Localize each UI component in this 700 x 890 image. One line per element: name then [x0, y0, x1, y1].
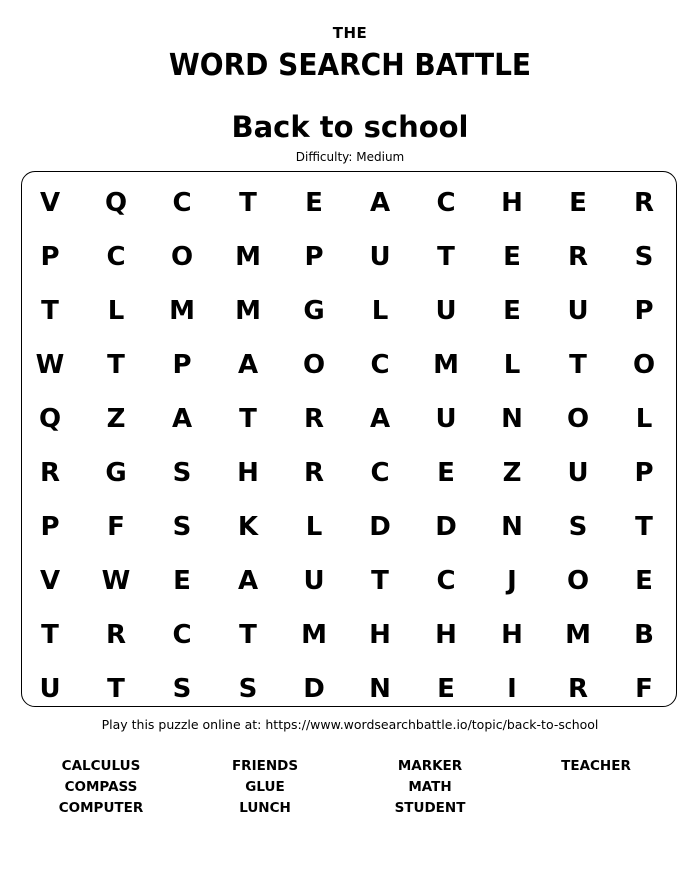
grid-letter[interactable]: L: [305, 512, 323, 542]
word-item: GLUE: [245, 779, 285, 795]
grid-letter[interactable]: A: [369, 188, 391, 218]
grid-letter[interactable]: H: [237, 458, 259, 488]
grid-letter[interactable]: N: [501, 512, 523, 542]
grid-letter[interactable]: O: [566, 404, 590, 434]
word-item: FRIENDS: [231, 758, 299, 774]
grid-letter[interactable]: V: [39, 188, 61, 218]
grid-letter[interactable]: G: [105, 458, 127, 488]
grid-letter[interactable]: U: [303, 566, 325, 596]
grid-letter[interactable]: T: [107, 350, 125, 380]
grid-letter[interactable]: R: [105, 620, 127, 650]
grid-letter[interactable]: T: [569, 350, 587, 380]
grid-letter[interactable]: P: [172, 350, 192, 380]
grid-letter[interactable]: C: [370, 458, 390, 488]
grid-letter[interactable]: L: [371, 296, 389, 326]
grid-letter[interactable]: C: [106, 242, 126, 272]
brand-logo-text: WORD SEARCH BATTLE: [168, 46, 532, 83]
grid-letter[interactable]: Z: [106, 404, 126, 434]
grid-letter[interactable]: H: [435, 620, 457, 650]
word-item: LUNCH: [239, 800, 291, 816]
grid-letter[interactable]: O: [170, 242, 194, 272]
grid-letter[interactable]: M: [169, 296, 195, 326]
grid-letter[interactable]: U: [567, 458, 589, 488]
grid-letter[interactable]: B: [634, 620, 654, 650]
grid-letter[interactable]: A: [369, 404, 391, 434]
grid-letter[interactable]: S: [568, 512, 588, 542]
grid-letter[interactable]: T: [437, 242, 455, 272]
grid-letter[interactable]: M: [235, 296, 261, 326]
grid-letter[interactable]: T: [41, 296, 59, 326]
grid-letter[interactable]: F: [107, 512, 125, 542]
grid-letter[interactable]: S: [172, 674, 192, 704]
grid-letter[interactable]: D: [369, 512, 391, 542]
grid-letter[interactable]: T: [239, 404, 257, 434]
grid-letter[interactable]: R: [39, 458, 61, 488]
grid-letter[interactable]: E: [635, 566, 653, 596]
grid-letter[interactable]: N: [369, 674, 391, 704]
grid-letter[interactable]: T: [239, 188, 257, 218]
word-item: TEACHER: [561, 758, 631, 774]
grid-letter[interactable]: L: [503, 350, 521, 380]
grid-letter[interactable]: O: [566, 566, 590, 596]
grid-letter[interactable]: S: [172, 512, 192, 542]
grid-letter[interactable]: C: [436, 566, 456, 596]
grid-letter[interactable]: E: [305, 188, 323, 218]
grid-letter[interactable]: V: [39, 566, 61, 596]
letter-grid: [17, 176, 677, 716]
word-column: [21, 756, 181, 819]
grid-letter[interactable]: D: [435, 512, 457, 542]
grid-letter[interactable]: Q: [104, 188, 128, 218]
grid-letter[interactable]: T: [41, 620, 59, 650]
grid-letter[interactable]: M: [301, 620, 327, 650]
grid-letter[interactable]: C: [172, 188, 192, 218]
grid-letter[interactable]: U: [435, 404, 457, 434]
grid-letter[interactable]: I: [507, 674, 517, 704]
word-item: COMPASS: [64, 779, 138, 795]
grid-letter[interactable]: W: [101, 566, 131, 596]
word-item: STUDENT: [394, 800, 466, 816]
word-column: [350, 756, 510, 819]
grid-letter[interactable]: M: [235, 242, 261, 272]
grid-letter[interactable]: Z: [502, 458, 522, 488]
grid-letter[interactable]: O: [302, 350, 326, 380]
grid-letter[interactable]: L: [635, 404, 653, 434]
grid-letter[interactable]: H: [501, 188, 523, 218]
grid-letter[interactable]: E: [437, 458, 455, 488]
grid-letter[interactable]: S: [634, 242, 654, 272]
grid-letter[interactable]: T: [239, 620, 257, 650]
word-item: CALCULUS: [61, 758, 141, 774]
grid-letter[interactable]: R: [303, 404, 325, 434]
grid-letter[interactable]: C: [172, 620, 192, 650]
grid-letter[interactable]: S: [172, 458, 192, 488]
grid-letter[interactable]: E: [503, 296, 521, 326]
grid-letter[interactable]: C: [370, 350, 390, 380]
grid-letter[interactable]: F: [635, 674, 653, 704]
grid-letter[interactable]: T: [635, 512, 653, 542]
grid-letter[interactable]: H: [501, 620, 523, 650]
grid-letter[interactable]: U: [435, 296, 457, 326]
word-column: [516, 756, 676, 777]
grid-letter[interactable]: K: [237, 512, 259, 542]
puzzle-title: Back to school: [231, 110, 469, 144]
word-column: [185, 756, 345, 819]
grid-letter[interactable]: N: [501, 404, 523, 434]
grid-letter[interactable]: T: [371, 566, 389, 596]
grid-letter[interactable]: M: [565, 620, 591, 650]
grid-letter[interactable]: C: [436, 188, 456, 218]
word-item: MATH: [408, 779, 452, 795]
difficulty-label: Difficulty: Medium: [295, 150, 405, 164]
grid-letter[interactable]: P: [634, 296, 654, 326]
grid-letter[interactable]: R: [567, 242, 589, 272]
grid-letter[interactable]: S: [238, 674, 258, 704]
grid-letter[interactable]: Q: [38, 404, 62, 434]
grid-letter[interactable]: E: [173, 566, 191, 596]
grid-letter[interactable]: G: [303, 296, 325, 326]
grid-letter[interactable]: O: [632, 350, 656, 380]
grid-letter[interactable]: D: [303, 674, 325, 704]
grid-letter[interactable]: A: [237, 350, 259, 380]
grid-letter[interactable]: W: [35, 350, 65, 380]
grid-letter[interactable]: U: [369, 242, 391, 272]
grid-letter[interactable]: R: [303, 458, 325, 488]
grid-letter[interactable]: P: [40, 512, 60, 542]
grid-letter[interactable]: U: [39, 674, 61, 704]
grid-letter[interactable]: L: [107, 296, 125, 326]
grid-letter[interactable]: A: [171, 404, 193, 434]
grid-letter[interactable]: T: [107, 674, 125, 704]
word-item: MARKER: [397, 758, 463, 774]
grid-letter[interactable]: M: [433, 350, 459, 380]
grid-letter[interactable]: J: [507, 566, 517, 596]
grid-letter[interactable]: E: [437, 674, 455, 704]
brand-small-text: THE: [332, 24, 368, 42]
online-link-text: Play this puzzle online at: https://www.wordsearchbattle.io/topic/back-to-school: [101, 717, 599, 732]
grid-letter[interactable]: U: [567, 296, 589, 326]
word-item: COMPUTER: [58, 800, 144, 816]
grid-letter[interactable]: P: [634, 458, 654, 488]
grid-letter[interactable]: E: [569, 188, 587, 218]
grid-letter[interactable]: H: [369, 620, 391, 650]
grid-letter[interactable]: A: [237, 566, 259, 596]
grid-letter[interactable]: R: [633, 188, 655, 218]
grid-letter[interactable]: R: [567, 674, 589, 704]
grid-letter[interactable]: P: [304, 242, 324, 272]
grid-letter[interactable]: E: [503, 242, 521, 272]
grid-letter[interactable]: P: [40, 242, 60, 272]
